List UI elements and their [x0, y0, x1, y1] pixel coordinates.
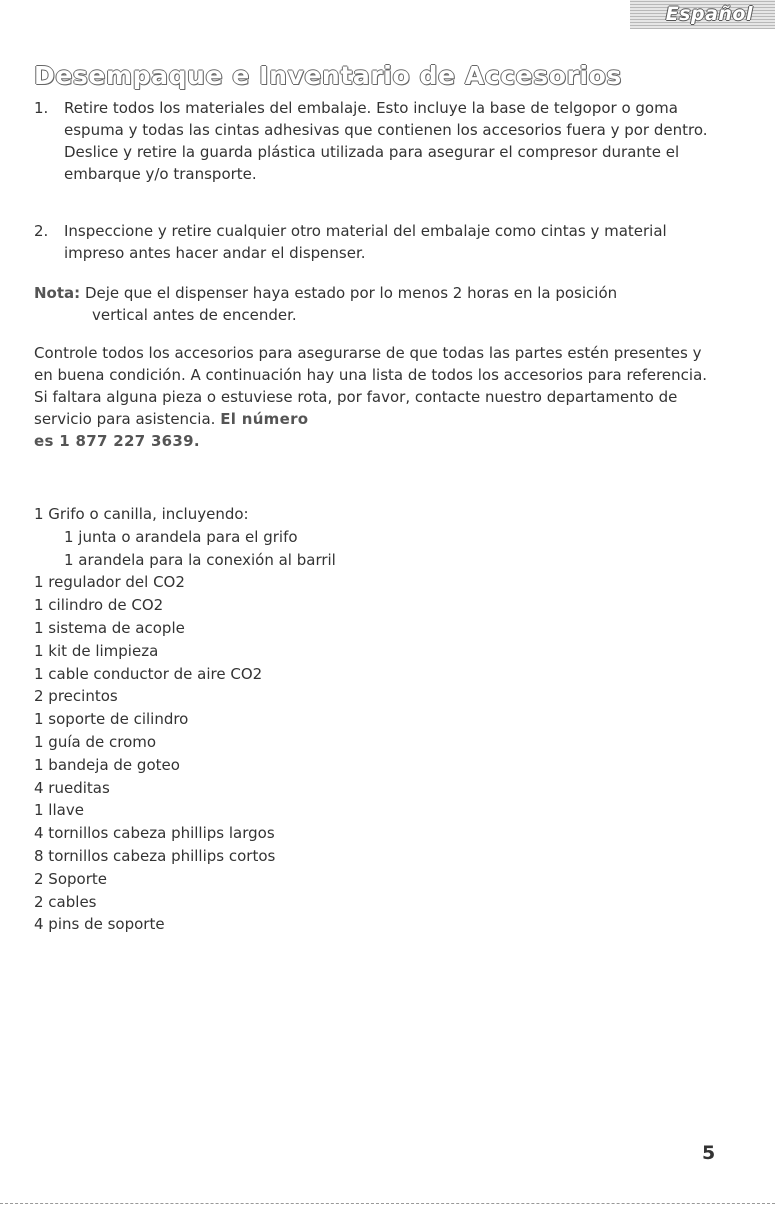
list-item: 1 bandeja de goteo: [34, 755, 180, 774]
list-item: 4 pins de soporte: [34, 915, 165, 934]
accessories-intro-paragraph: [34, 342, 714, 452]
step-2: [34, 220, 714, 264]
step-1: [34, 97, 714, 185]
phone-label: El número: [220, 410, 309, 428]
step-text: Retire todos los materiales del embalaje. Esto incluye la base de telgopor o goma espuma y todas las cintas adhesivas que contienen los accesorios fuera y por dentro. Deslice y retire la guarda plástica utilizada para asegurar el compresor durante el embarque y/o transporte.: [64, 99, 708, 183]
list-item: 1 junta o arandela para el grifo: [64, 527, 298, 546]
page-number: 5: [702, 1142, 716, 1164]
list-item: 1 guía de cromo: [34, 732, 157, 751]
list-item: 1 arandela para la conexión al barril: [64, 550, 336, 569]
language-tab-label: Español: [665, 3, 753, 25]
list-item: 1 cable conductor de aire CO2: [34, 664, 263, 683]
list-item: 1 soporte de cilindro: [34, 710, 189, 729]
note-block: [34, 282, 694, 326]
bottom-divider: [0, 1203, 775, 1204]
step-number: 1.: [34, 99, 49, 117]
language-tab: [630, 0, 775, 29]
list-item: 4 tornillos cabeza phillips largos: [34, 824, 275, 843]
list-item: 1 Grifo o canilla, incluyendo:: [34, 505, 249, 523]
step-number: 2.: [34, 222, 49, 240]
list-item: 2 precintos: [34, 687, 118, 706]
phone-number: es 1 877 227 3639.: [34, 432, 200, 450]
list-item: 1 regulador del CO2: [34, 573, 185, 592]
list-item: 1 kit de limpieza: [34, 641, 159, 660]
note-text-line2: vertical antes de encender.: [92, 306, 297, 324]
accessories-list: [34, 503, 336, 936]
list-item: 1 sistema de acople: [34, 618, 185, 637]
note-text-line1: Deje que el dispenser haya estado por lo menos 2 horas en la posición: [84, 284, 618, 302]
page-title: Desempaque e Inventario de Accesorios: [34, 61, 622, 90]
note-label: Nota:: [34, 284, 81, 302]
list-item: 1 llave: [34, 801, 84, 820]
list-item: 2 Soporte: [34, 869, 107, 888]
intro-text: Controle todos los accesorios para asegurarse de que todas las partes estén presentes y en buena condición. A continuación hay una lista de todos los accesorios para referencia. Si faltara alguna pieza o estuviese rota, por favor, contacte nuestro departamento de servicio para asistencia.: [34, 344, 708, 428]
list-item: 1 cilindro de CO2: [34, 596, 164, 615]
step-text: Inspeccione y retire cualquier otro material del embalaje como cintas y material impreso antes hacer andar el dispenser.: [64, 222, 667, 262]
list-item: 4 rueditas: [34, 778, 110, 797]
list-item: 2 cables: [34, 892, 97, 911]
list-item: 8 tornillos cabeza phillips cortos: [34, 846, 276, 865]
